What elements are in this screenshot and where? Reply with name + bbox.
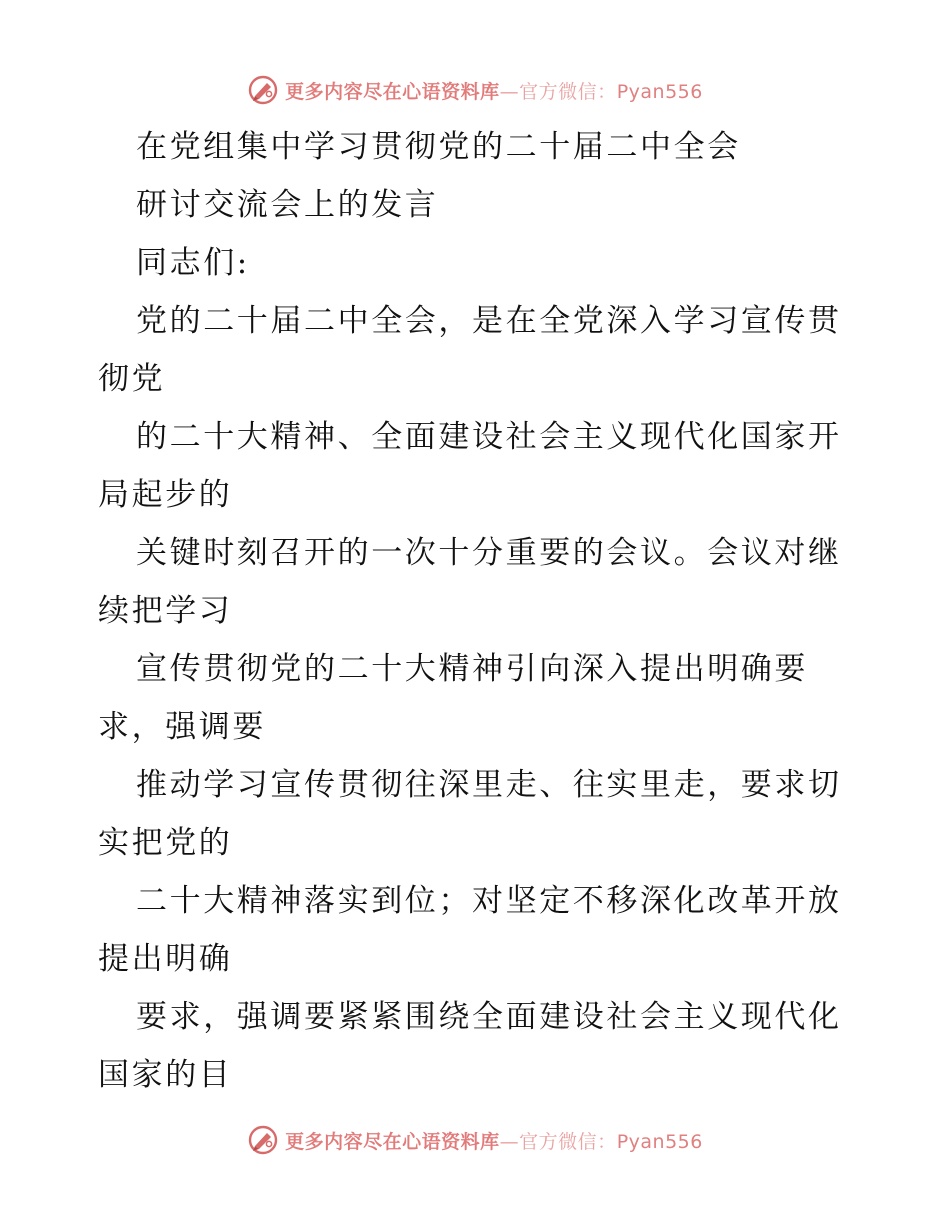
doc-paragraph-line: 二十大精神落实到位；对坚定不移深化改革开放: [136, 883, 842, 919]
watermark-separator: —: [499, 1130, 520, 1153]
doc-paragraph-line: 的二十大精神、全面建设社会主义现代化国家开: [136, 419, 842, 455]
doc-paragraph-line: 彻党: [98, 361, 166, 397]
doc-paragraph-line: 关键时刻召开的一次十分重要的会议。会议对继: [136, 535, 842, 571]
doc-paragraph-line: 宣传贯彻党的二十大精神引向深入提出明确要: [136, 651, 808, 687]
watermark-main-text: 更多内容尽在心语资料库: [285, 80, 500, 103]
doc-paragraph-line: 求，强调要: [98, 709, 266, 745]
header-watermark: [0, 70, 950, 110]
watermark-separator: —: [499, 80, 520, 103]
pen-seal-icon: [247, 1124, 279, 1156]
doc-salutation: 同志们:: [136, 245, 250, 281]
watermark-wechat-id: Pyan556: [616, 1130, 703, 1153]
footer-watermark: [0, 1120, 950, 1160]
doc-title-line-1: 在党组集中学习贯彻党的二十届二中全会: [136, 129, 741, 165]
doc-paragraph-line: 国家的目: [98, 1057, 233, 1093]
watermark-wechat-label: 官方微信：: [519, 1130, 617, 1153]
doc-paragraph-line: 提出明确: [98, 941, 233, 977]
doc-paragraph-line: 局起步的: [98, 477, 233, 513]
watermark-wechat-id: Pyan556: [616, 80, 703, 103]
watermark-wechat-label: 官方微信：: [519, 80, 617, 103]
doc-paragraph-line: 党的二十届二中全会，是在全党深入学习宣传贯: [136, 303, 842, 339]
doc-paragraph-line: 实把党的: [98, 825, 233, 861]
watermark-main-text: 更多内容尽在心语资料库: [285, 1130, 500, 1153]
document-body: [98, 118, 858, 1104]
doc-paragraph-line: 推动学习宣传贯彻往深里走、往实里走，要求切: [136, 767, 842, 803]
pen-seal-icon: [247, 74, 279, 106]
doc-title-line-2: 研讨交流会上的发言: [136, 187, 439, 223]
doc-paragraph-line: 续把学习: [98, 593, 233, 629]
doc-paragraph-line: 要求，强调要紧紧围绕全面建设社会主义现代化: [136, 999, 842, 1035]
